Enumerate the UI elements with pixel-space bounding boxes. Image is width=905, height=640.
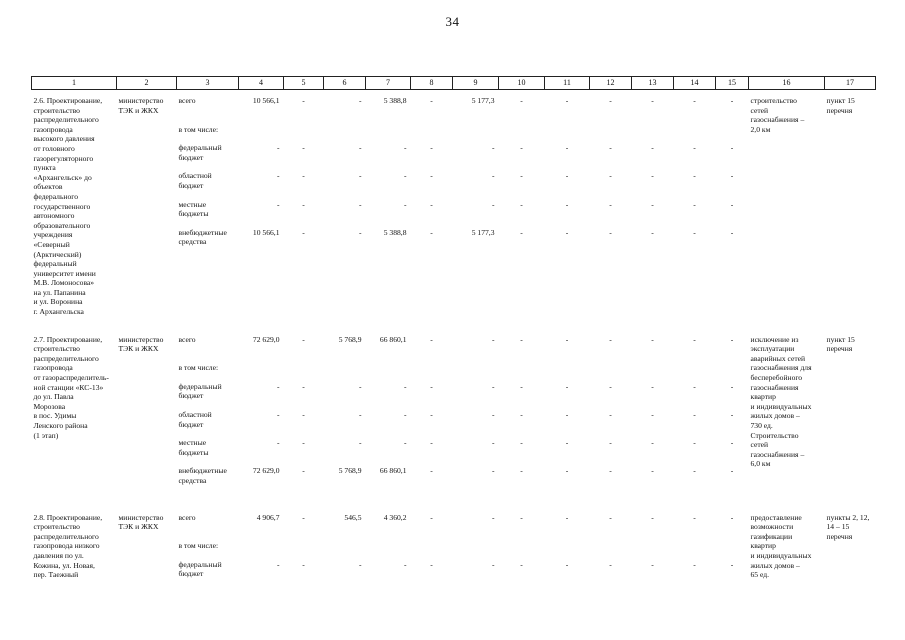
amount-cell: - bbox=[302, 410, 305, 420]
amount-cell: - bbox=[609, 334, 612, 344]
amount-cell bbox=[592, 125, 630, 144]
funding-source: федеральный бюджет bbox=[178, 381, 222, 401]
amount-cell: 5 388,8 bbox=[383, 227, 407, 237]
amount-cell: - bbox=[730, 199, 734, 209]
amount-cell: - bbox=[430, 227, 433, 237]
amount-cell: 546,5 bbox=[344, 512, 362, 522]
amount-cell: 10 566,1 bbox=[252, 227, 280, 237]
amount-cell bbox=[501, 541, 543, 560]
amount-cell: - bbox=[609, 410, 612, 420]
funding-source: федеральный бюджет bbox=[178, 143, 222, 162]
column-number: 3 bbox=[177, 77, 239, 90]
amount-cell: 4 906,7 bbox=[256, 512, 280, 522]
column-number: 4 bbox=[239, 77, 284, 90]
amount-cell: - bbox=[276, 171, 280, 181]
amount-cell: - bbox=[520, 410, 523, 420]
amount-cell: 4 360,2 bbox=[383, 512, 407, 522]
executor: министерство ТЭК и ЖКХ bbox=[118, 334, 164, 354]
amount-cell: - bbox=[693, 143, 696, 153]
amount-cell: - bbox=[520, 438, 523, 448]
amount-cell: - bbox=[565, 143, 569, 153]
amount-cell: - bbox=[730, 559, 734, 569]
amount-cell: - bbox=[276, 143, 280, 153]
column-number: 9 bbox=[453, 77, 499, 90]
funding-source: в том числе: bbox=[178, 541, 219, 551]
expected-result: исключение из эксплуатации аварийных сетей газоснабжения для бесперебойного газоснабжения квартир и индивидуальных жилых домов – 730 ед. Строительство сетей газоснабжения – 6,0 км bbox=[750, 334, 812, 469]
amount-cell: - bbox=[430, 559, 433, 569]
amount-cell bbox=[455, 363, 495, 382]
amount-cell bbox=[501, 363, 543, 382]
funding-source: в том числе: bbox=[178, 363, 219, 373]
amount-cell bbox=[634, 541, 672, 560]
amount-cell bbox=[286, 125, 322, 144]
funding-source: всего bbox=[178, 96, 196, 105]
amount-cell: - bbox=[491, 381, 495, 391]
column-number: 5 bbox=[284, 77, 324, 90]
amount-cell: - bbox=[302, 96, 305, 105]
amount-cell: - bbox=[651, 410, 654, 420]
amount-cell: 10 566,1 bbox=[252, 96, 280, 105]
amount-cell: - bbox=[430, 410, 433, 420]
amount-cell: - bbox=[520, 199, 523, 209]
amount-cell: - bbox=[276, 410, 280, 420]
amount-cell: - bbox=[491, 334, 495, 344]
amount-cell: - bbox=[491, 559, 495, 569]
amount-cell: - bbox=[565, 96, 569, 105]
reference: пункт 15 перечня bbox=[826, 96, 855, 115]
amount-cell: - bbox=[651, 171, 654, 181]
amount-cell: - bbox=[651, 334, 654, 344]
amount-cell: - bbox=[358, 171, 362, 181]
amount-cell: - bbox=[430, 438, 433, 448]
amount-cell: 5 177,3 bbox=[471, 96, 495, 105]
amount-cell: - bbox=[358, 381, 362, 391]
amount-cell: 66 860,1 bbox=[379, 466, 407, 476]
amount-cell: - bbox=[302, 199, 305, 209]
amount-cell: - bbox=[609, 559, 612, 569]
amount-cell: - bbox=[430, 199, 433, 209]
amount-cell bbox=[547, 125, 588, 144]
column-number: 6 bbox=[324, 77, 366, 90]
amount-cell: - bbox=[565, 381, 569, 391]
amount-cell: - bbox=[430, 96, 433, 105]
reference: пункт 15 перечня bbox=[826, 334, 855, 354]
amount-cell bbox=[326, 125, 362, 144]
amount-cell: - bbox=[430, 171, 433, 181]
amount-cell bbox=[592, 363, 630, 382]
amount-cell: - bbox=[430, 381, 433, 391]
amount-cell: - bbox=[693, 96, 696, 105]
amount-cell: - bbox=[358, 438, 362, 448]
amount-cell: 5 768,9 bbox=[338, 334, 362, 344]
amount-cell: - bbox=[693, 199, 696, 209]
amount-cell: - bbox=[651, 199, 654, 209]
amount-cell: - bbox=[491, 466, 495, 476]
funding-source: всего bbox=[178, 334, 196, 344]
amount-cell bbox=[592, 541, 630, 560]
amount-cell: - bbox=[520, 512, 523, 522]
column-number: 16 bbox=[749, 77, 825, 90]
amount-cell bbox=[413, 125, 451, 144]
amount-cell: - bbox=[358, 199, 362, 209]
amount-cell: - bbox=[520, 466, 523, 476]
amount-cell: - bbox=[651, 227, 654, 237]
column-number: 17 bbox=[825, 77, 876, 90]
amount-cell: - bbox=[302, 512, 305, 522]
amount-cell: - bbox=[358, 559, 362, 569]
amount-cell bbox=[718, 363, 747, 382]
amount-cell: - bbox=[693, 512, 696, 522]
program-row bbox=[32, 317, 876, 495]
amount-cell: - bbox=[609, 381, 612, 391]
amount-cell: - bbox=[403, 143, 407, 153]
amount-cell: - bbox=[520, 559, 523, 569]
amount-cell: - bbox=[730, 227, 734, 237]
funding-source: в том числе: bbox=[178, 124, 219, 134]
amount-cell: - bbox=[302, 559, 305, 569]
funding-source: внебюджетные средства bbox=[178, 466, 227, 485]
amount-cell: - bbox=[565, 466, 569, 476]
amount-cell: - bbox=[565, 171, 569, 181]
amount-cell: 5 177,3 bbox=[471, 227, 495, 237]
amount-cell: 72 629,0 bbox=[252, 466, 280, 476]
amount-cell: - bbox=[358, 143, 362, 153]
amount-cell: - bbox=[651, 438, 654, 448]
amount-cell: - bbox=[730, 512, 734, 522]
amount-cell bbox=[455, 125, 495, 144]
funding-source: областной бюджет bbox=[178, 171, 212, 190]
amount-cell: - bbox=[302, 466, 305, 476]
column-number: 12 bbox=[590, 77, 632, 90]
amount-cell bbox=[286, 541, 322, 560]
amount-cell: - bbox=[565, 512, 569, 522]
column-number: 7 bbox=[366, 77, 411, 90]
program-row bbox=[32, 90, 876, 317]
executor: министерство ТЭК и ЖКХ bbox=[118, 96, 164, 115]
reference: пункты 2, 12, 14 – 15 перечня bbox=[826, 512, 870, 541]
amount-cell: - bbox=[730, 410, 734, 420]
amount-cell: 5 388,8 bbox=[383, 96, 407, 105]
amount-cell: - bbox=[403, 381, 407, 391]
column-number: 8 bbox=[411, 77, 453, 90]
amount-cell bbox=[368, 125, 407, 144]
amount-cell: - bbox=[693, 381, 696, 391]
amount-cell: - bbox=[520, 227, 523, 237]
amount-cell: - bbox=[565, 199, 569, 209]
column-number: 11 bbox=[545, 77, 590, 90]
funding-source: внебюджетные средства bbox=[178, 227, 227, 247]
amount-cell: - bbox=[693, 227, 696, 237]
amount-cell: - bbox=[565, 559, 569, 569]
amount-cell bbox=[676, 363, 714, 382]
amount-cell: - bbox=[403, 438, 407, 448]
amount-cell: - bbox=[565, 227, 569, 237]
amount-cell: - bbox=[358, 410, 362, 420]
funding-source: федеральный бюджет bbox=[178, 559, 222, 579]
page-number: 34 bbox=[445, 14, 460, 29]
amount-cell bbox=[286, 363, 322, 382]
amount-cell bbox=[547, 541, 588, 560]
amount-cell: - bbox=[651, 96, 654, 105]
column-number-row bbox=[32, 77, 876, 90]
amount-cell: 72 629,0 bbox=[252, 334, 280, 344]
amount-cell: - bbox=[651, 143, 654, 153]
amount-cell bbox=[676, 125, 714, 144]
program-table bbox=[31, 76, 876, 588]
amount-cell: - bbox=[730, 334, 734, 344]
amount-cell: - bbox=[693, 171, 696, 181]
amount-cell: - bbox=[651, 466, 654, 476]
amount-cell: - bbox=[520, 381, 523, 391]
amount-cell: - bbox=[730, 438, 734, 448]
expected-result: строительство сетей газоснабжения – 2,0 км bbox=[750, 96, 805, 134]
amount-cell: - bbox=[609, 171, 612, 181]
amount-cell bbox=[326, 363, 362, 382]
amount-cell: - bbox=[491, 410, 495, 420]
amount-cell: - bbox=[491, 143, 495, 153]
amount-cell: - bbox=[730, 143, 734, 153]
amount-cell: - bbox=[430, 143, 433, 153]
column-number: 14 bbox=[674, 77, 716, 90]
amount-cell: - bbox=[609, 199, 612, 209]
amount-cell bbox=[241, 363, 280, 382]
amount-cell bbox=[718, 541, 747, 560]
column-number: 13 bbox=[632, 77, 674, 90]
amount-cell: - bbox=[609, 438, 612, 448]
amount-cell: - bbox=[302, 227, 305, 237]
amount-cell: - bbox=[491, 199, 495, 209]
amount-cell bbox=[326, 541, 362, 560]
amount-cell: - bbox=[491, 438, 495, 448]
amount-cell bbox=[413, 363, 451, 382]
amount-cell: - bbox=[565, 334, 569, 344]
amount-cell: - bbox=[609, 512, 612, 522]
amount-cell: - bbox=[693, 466, 696, 476]
amount-cell: - bbox=[565, 438, 569, 448]
column-number: 2 bbox=[117, 77, 177, 90]
amount-cell: - bbox=[491, 171, 495, 181]
amount-cell: - bbox=[520, 334, 523, 344]
amount-cell: - bbox=[730, 466, 734, 476]
amount-cell: - bbox=[730, 96, 734, 105]
amount-cell: - bbox=[609, 227, 612, 237]
amount-cell: - bbox=[358, 96, 362, 105]
amount-cell: - bbox=[430, 334, 433, 344]
funding-source: местные бюджеты bbox=[178, 199, 209, 219]
amount-cell: - bbox=[520, 171, 523, 181]
amount-cell bbox=[413, 541, 451, 560]
amount-cell: - bbox=[609, 96, 612, 105]
amount-cell: - bbox=[565, 410, 569, 420]
amount-cell: 66 860,1 bbox=[379, 334, 407, 344]
amount-cell: - bbox=[403, 199, 407, 209]
amount-cell: - bbox=[276, 381, 280, 391]
amount-cell: - bbox=[403, 559, 407, 569]
event-name: 2.6. Проектирование, строительство распределительного газопровода высокого давления от головного газорегуляторного пункта «Архангельск» до объектов федерального государственного автономного образовательного учреждения «Северный (Арктический) федеральный университет имени М.В. Ломоносова» на ул. Папанина и ул. Воронина г. Архангельска bbox=[33, 96, 103, 317]
amount-cell: - bbox=[693, 559, 696, 569]
column-number: 10 bbox=[499, 77, 545, 90]
amount-cell bbox=[547, 363, 588, 382]
amount-cell: - bbox=[302, 143, 305, 153]
amount-cell: - bbox=[302, 381, 305, 391]
amount-cell bbox=[455, 541, 495, 560]
amount-cell: - bbox=[651, 559, 654, 569]
amount-cell: - bbox=[491, 512, 495, 522]
amount-cell: - bbox=[693, 438, 696, 448]
amount-cell: - bbox=[302, 438, 305, 448]
amount-cell: - bbox=[730, 171, 734, 181]
amount-cell: - bbox=[276, 559, 280, 569]
amount-cell: - bbox=[651, 381, 654, 391]
program-row bbox=[32, 495, 876, 588]
amount-cell: - bbox=[609, 143, 612, 153]
amount-cell: - bbox=[276, 199, 280, 209]
amount-cell: - bbox=[358, 227, 362, 237]
column-number: 1 bbox=[32, 77, 117, 90]
amount-cell: - bbox=[693, 334, 696, 344]
amount-cell: 5 768,9 bbox=[338, 466, 362, 476]
event-name: 2.8. Проектирование, строительство распределительного газопровода низкого давления по ул. Кожина, ул. Новая, пер. Таежный bbox=[33, 512, 103, 580]
amount-cell: - bbox=[520, 96, 523, 105]
amount-cell: - bbox=[430, 512, 433, 522]
amount-cell: - bbox=[730, 381, 734, 391]
funding-source: областной бюджет bbox=[178, 410, 212, 429]
amount-cell: - bbox=[403, 171, 407, 181]
amount-cell: - bbox=[520, 143, 523, 153]
amount-cell: - bbox=[693, 410, 696, 420]
amount-cell: - bbox=[302, 334, 305, 344]
amount-cell bbox=[368, 363, 407, 382]
amount-cell bbox=[241, 541, 280, 560]
amount-cell: - bbox=[609, 466, 612, 476]
event-name: 2.7. Проектирование, строительство распределительного газопровода от газораспределитель- ной станции «КС-13» до ул. Павла Морозова в пос. Удимы Ленского района (1 этап) bbox=[33, 334, 109, 440]
amount-cell bbox=[501, 125, 543, 144]
amount-cell bbox=[634, 363, 672, 382]
amount-cell: - bbox=[651, 512, 654, 522]
column-number: 15 bbox=[716, 77, 749, 90]
amount-cell: - bbox=[276, 438, 280, 448]
funding-source: местные бюджеты bbox=[178, 438, 209, 457]
amount-cell: - bbox=[302, 171, 305, 181]
expected-result: предоставление возможности газификации квартир и индивидуальных жилых домов – 65 ед. bbox=[750, 512, 812, 580]
amount-cell: - bbox=[403, 410, 407, 420]
amount-cell bbox=[241, 125, 280, 144]
amount-cell bbox=[676, 541, 714, 560]
amount-cell bbox=[718, 125, 747, 144]
funding-source: всего bbox=[178, 512, 196, 522]
amount-cell bbox=[368, 541, 407, 560]
amount-cell: - bbox=[430, 466, 433, 476]
executor: министерство ТЭК и ЖКХ bbox=[118, 512, 164, 532]
amount-cell bbox=[634, 125, 672, 144]
